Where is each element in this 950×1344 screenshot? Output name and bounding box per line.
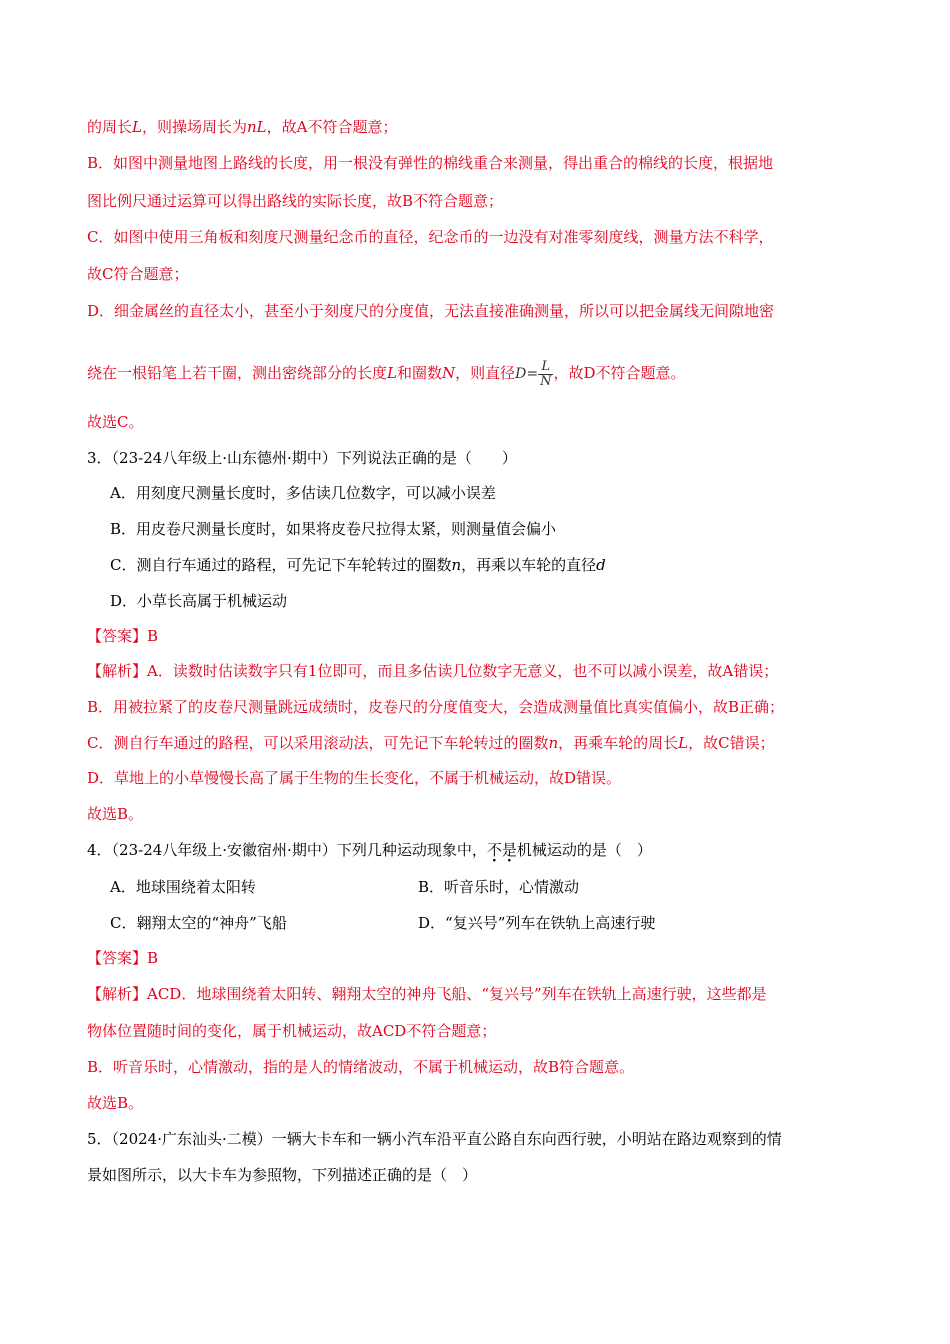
q3-analysis-d: D．草地上的小草慢慢长高了属于生物的生长变化，不属于机械运动，故D错误。 [87, 769, 622, 787]
q3-stem: 3．（23-24八年级上·山东德州·期中）下列说法正确的是（ ） [87, 449, 517, 467]
formula-d: D [515, 366, 527, 382]
q5-stem-line2: 景如图所示，以大卡车为参照物，下列描述正确的是（ ） [87, 1166, 478, 1184]
q3-option-c: C．测自行车通过的路程，可先记下车轮转过的圈数n，再乘以车轮的直径d [110, 556, 606, 574]
prev-option-a-tail: 的周长L，则操场周长为nL，故A不符合题意； [87, 118, 398, 136]
q4-analysis-line2: 物体位置随时间的变化，属于机械运动，故ACD不符合题意； [87, 1022, 497, 1040]
emphasis-dot: 是 [501, 841, 517, 859]
prev-option-d-line2: 绕在一根铅笔上若干圈，测出密绕部分的长度L和圈数N，则直径D= $\frac{L}{N}$ ，故D不符合题意。 [87, 358, 686, 389]
emphasis-dot: 不 [486, 841, 502, 859]
q4-option-c: C．翱翔太空的“神舟”飞船 [110, 914, 287, 932]
q3-option-d: D．小草长高属于机械运动 [110, 592, 288, 610]
q3-option-b: B．用皮卷尺测量长度时，如果将皮卷尺拉得太紧，则测量值会偏小 [110, 520, 557, 538]
q3-analysis-c: C．测自行车通过的路程，可以采用滚动法，可先记下车轮转过的圈数n，再乘车轮的周长L，故C错误； [87, 734, 775, 752]
q3-conclusion: 故选B。 [87, 805, 144, 823]
q4-option-b: B．听音乐时，心情激动 [418, 878, 580, 896]
prev-option-d-line1: D．细金属丝的直径太小，甚至小于刻度尺的分度值，无法直接准确测量，所以可以把金属线无间隙地密 [87, 302, 775, 320]
q4-option-a: A．地球围绕着太阳转 [110, 878, 256, 896]
q3-analysis-a: 【解析】A．读数时估读数字只有1位即可，而且多估读几位数字无意义，也不可以减小误差，故A错误； [87, 662, 779, 680]
q4-stem: 4．（23-24八年级上·安徽宿州·期中）下列几种运动现象中，不是机械运动的是（ ） [87, 841, 652, 859]
q3-analysis-b: B．用被拉紧了的皮卷尺测量跳远成绩时，皮卷尺的分度值变大，会造成测量值比真实值偏小，故B正确； [87, 698, 785, 716]
prev-option-b-line1: B．如图中测量地图上路线的长度，用一根没有弹性的棉线重合来测量，得出重合的棉线的长度，根据地 [87, 154, 774, 172]
q5-stem-line1: 5．（2024·广东汕头·二模）一辆大卡车和一辆小汽车沿平直公路自东向西行驶，小明站在路边观察到的情 [87, 1130, 782, 1148]
q3-option-a: A．用刻度尺测量长度时，多估读几位数字，可以减小误差 [110, 484, 496, 502]
prev-conclusion: 故选C。 [87, 413, 144, 431]
prev-option-c-line2: 故C符合题意； [87, 265, 189, 283]
q3-answer: 【答案】B [87, 627, 159, 645]
prev-option-c-line1: C．如图中使用三角板和刻度尺测量纪念币的直径，纪念币的一边没有对准零刻度线，测量方法不科学， [87, 228, 774, 246]
q4-analysis-line1: 【解析】ACD．地球围绕着太阳转、翱翔太空的神舟飞船、“复兴号”列车在铁轨上高速行驶，这些都是 [87, 985, 767, 1003]
q4-conclusion: 故选B。 [87, 1094, 144, 1112]
q4-analysis-line3: B．听音乐时，心情激动，指的是人的情绪波动，不属于机械运动，故B符合题意。 [87, 1058, 635, 1076]
q4-option-d: D．“复兴号”列车在铁轨上高速行驶 [418, 914, 656, 932]
prev-option-b-line2: 图比例尺通过运算可以得出路线的实际长度，故B不符合题意； [87, 192, 504, 210]
formula-fraction: $\frac{L}{N}$ [540, 358, 552, 389]
q4-answer: 【答案】B [87, 949, 159, 967]
